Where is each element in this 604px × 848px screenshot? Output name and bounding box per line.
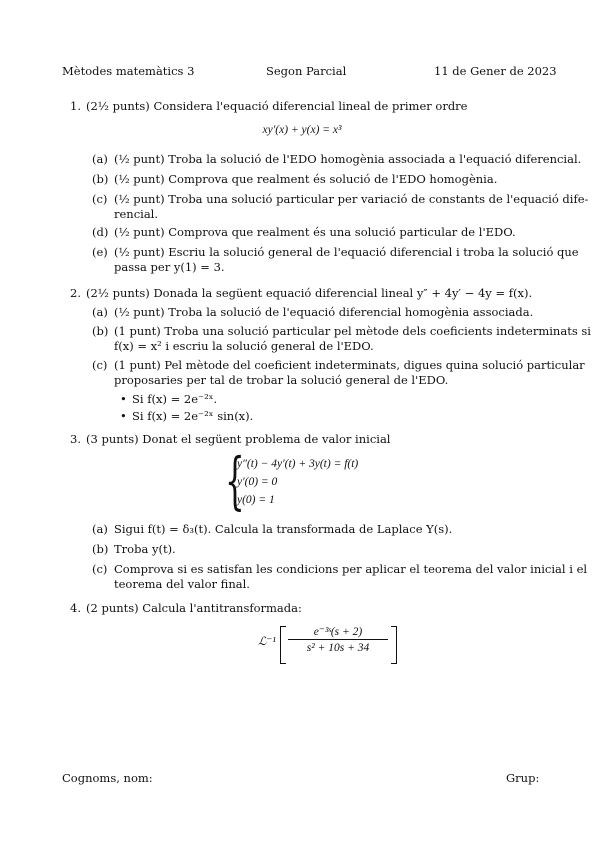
q2-bullet-1: Si f(x) = 2e⁻²ˣ. [132, 392, 218, 406]
system-condition-1: y′(0) = 0 [237, 476, 278, 488]
fraction-numerator: e⁻³ˢ(s + 2) [288, 624, 388, 640]
question-1-number: 1. [70, 99, 81, 113]
q1-part-d-text: (½ punt) Comprova que realment és una solució particular de l'EDO. [114, 225, 516, 239]
system-equation: y″(t) − 4y′(t) + 3y(t) = f(t) [237, 458, 359, 470]
q1-part-d-label: (d) [92, 225, 109, 239]
q2-bullet-2: Si f(x) = 2e⁻²ˣ sin(x). [132, 409, 254, 423]
q3-part-b-label: (b) [92, 542, 109, 556]
q3-part-c-text: Comprova si es satisfan les condicions per aplicar el teorema del valor inicial i el [114, 562, 588, 576]
question-2-number: 2. [70, 286, 81, 300]
q1-part-e-label: (e) [92, 245, 108, 259]
name-field-label: Cognoms, nom: [62, 771, 153, 785]
q2-part-c-label: (c) [92, 358, 108, 372]
q2-part-b-text: (1 punt) Troba una solució particular pel mètode dels coeficients indeterminats si [114, 324, 591, 338]
bullet-icon: • [120, 409, 127, 423]
exam-date: 11 de Gener de 2023 [434, 64, 557, 78]
fraction-denominator: s² + 10s + 34 [306, 642, 370, 654]
bullet-icon: • [120, 392, 127, 406]
question-3-number: 3. [70, 432, 81, 446]
exam-title: Segon Parcial [266, 64, 347, 78]
q1-part-a-text: (½ punt) Troba la solució de l'EDO homogènia associada a l'equació diferencial. [114, 152, 582, 166]
q1-part-b-label: (b) [92, 172, 109, 186]
q3-part-a-label: (a) [92, 522, 108, 536]
q1-part-c-text: (½ punt) Troba una solució particular per variació de constants de l'equació dife- [114, 192, 589, 206]
course-name: Mètodes matemàtics 3 [62, 64, 195, 78]
q2-part-a-label: (a) [92, 305, 108, 319]
q1-part-e-text: (½ punt) Escriu la solució general de l'equació diferencial i troba la solució que [114, 245, 579, 259]
system-condition-2: y(0) = 1 [237, 494, 275, 506]
q1-part-b-text: (½ punt) Comprova que realment és solució de l'EDO homogènia. [114, 172, 498, 186]
laplace-operator: ℒ⁻¹ [258, 636, 276, 648]
question-1-equation: xy′(x) + y(x) = x³ [262, 124, 342, 136]
q3-part-b-text: Troba y(t). [114, 542, 176, 556]
question-4-intro: (2 punts) Calcula l'antitransformada: [86, 601, 302, 615]
q2-part-b-label: (b) [92, 324, 109, 338]
group-field-label: Grup: [506, 771, 540, 785]
q1-part-a-label: (a) [92, 152, 108, 166]
right-bracket [391, 626, 397, 664]
question-1-intro: (2½ punts) Considera l'equació diferencial lineal de primer ordre [86, 99, 468, 113]
q3-part-c-text-cont: teorema del valor final. [114, 577, 250, 591]
q2-part-c-text-cont: proposaries per tal de trobar la solució general de l'EDO. [114, 373, 449, 387]
left-bracket [280, 626, 286, 664]
question-4-number: 4. [70, 601, 81, 615]
question-3-intro: (3 punts) Donat el següent problema de valor inicial [86, 432, 391, 446]
q1-part-c-text-cont: rencial. [114, 207, 159, 221]
q1-part-e-text-cont: passa per y(1) = 3. [114, 260, 225, 274]
left-brace-icon: { [225, 444, 245, 517]
q3-part-c-label: (c) [92, 562, 108, 576]
q1-part-c-label: (c) [92, 192, 108, 206]
q2-part-a-text: (½ punt) Troba la solució de l'equació diferencial homogènia associada. [114, 305, 534, 319]
fraction [288, 624, 388, 654]
q3-part-a-text: Sigui f(t) = δ₃(t). Calcula la transformada de Laplace Y(s). [114, 522, 453, 536]
q2-part-c-text: (1 punt) Pel mètode del coeficient indeterminats, digues quina solució particular [114, 358, 585, 372]
question-2-intro: (2½ punts) Donada la següent equació diferencial lineal y″ + 4y′ − 4y = f(x). [86, 286, 533, 300]
q2-part-b-text-cont: f(x) = x² i escriu la solució general de l'EDO. [114, 339, 374, 353]
